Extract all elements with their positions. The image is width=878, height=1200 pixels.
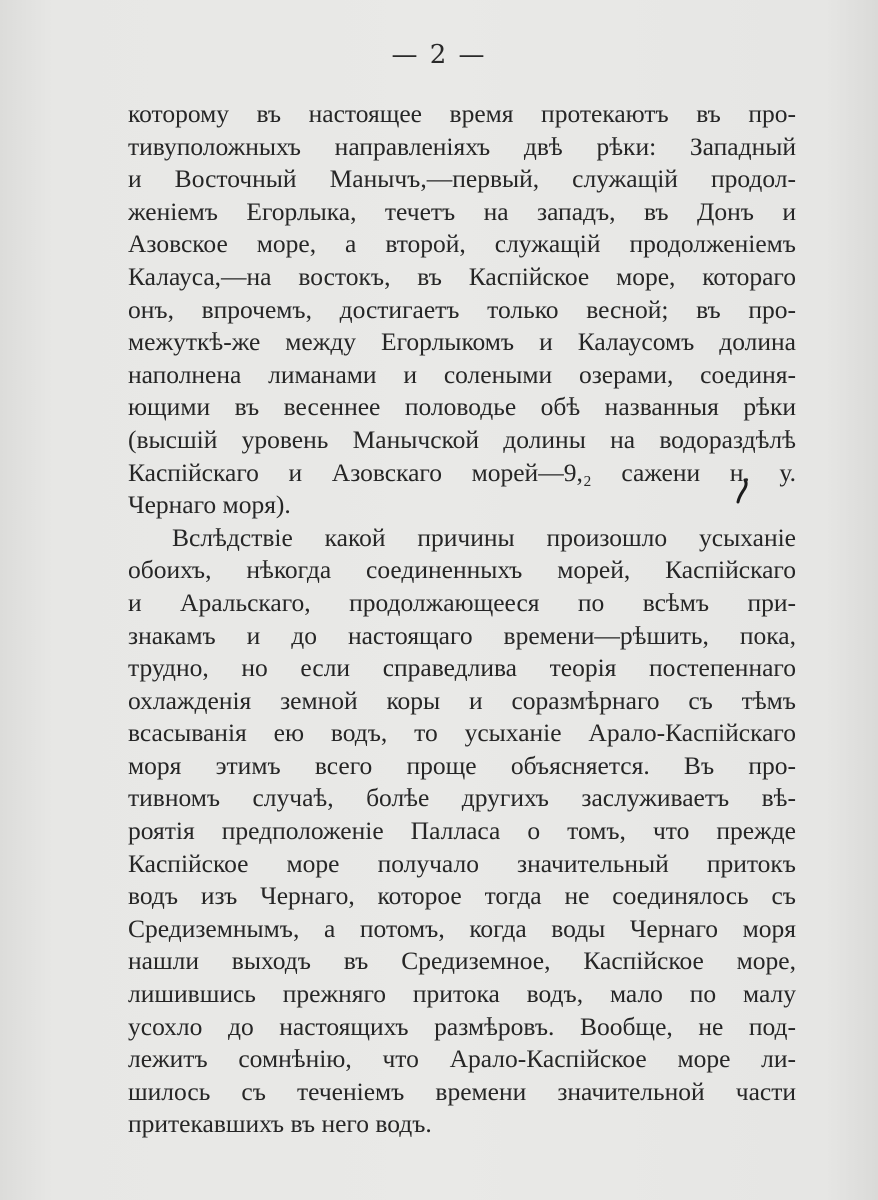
text-line: знакамъ и до настоящаго времени—рѣшить, пока, — [128, 620, 796, 650]
text-line: Каспійское море получало значительный притокъ — [128, 848, 796, 878]
text-line: которому въ настоящее время протекаютъ въ про- — [128, 99, 796, 128]
text-line: Вслѣдствіе какой причины произошло усыханіе — [172, 522, 796, 552]
text-line: притекавшихъ въ него водъ. — [128, 1109, 432, 1139]
text-line: водъ изъ Чернаго, которое тогда не соединялось съ — [128, 881, 796, 911]
text-line: (высшій уровень Манычской долины на водораздѣлѣ — [128, 424, 796, 454]
text-line: Азовское море, а второй, служащій продолженіемъ — [128, 229, 796, 259]
text-line: ющими въ весеннее половодье обѣ названныя рѣки — [128, 392, 796, 422]
text-line: роятія предположеніе Палласа о томъ, что прежде — [128, 816, 796, 846]
text-line: всасыванія ею водъ, то усыханіе Арало-Каспійскаго — [128, 718, 796, 748]
text-line: усохло до настоящихъ размѣровъ. Вообще, не под- — [128, 1011, 796, 1041]
page-number: — 2 — — [391, 40, 487, 70]
text-line: трудно, но если справедлива теорія постепеннаго — [128, 653, 796, 683]
text-line: моря этимъ всего проще объясняется. Въ про- — [128, 750, 796, 780]
text-line: охлажденія земной коры и соразмѣрнаго съ тѣмъ — [128, 685, 796, 715]
text-line: онъ, впрочемъ, достигаетъ только весной; въ про- — [128, 294, 796, 324]
text-line: Средиземнымъ, а потомъ, когда воды Чернаго моря — [128, 913, 796, 943]
text-line: нашли выходъ въ Средиземное, Каспійское море, — [128, 946, 796, 976]
text-line: и Аральскаго, продолжающееся по всѣмъ при- — [128, 587, 796, 617]
text-line: обоихъ, нѣкогда соединенныхъ морей, Каспійскаго — [128, 555, 796, 585]
text-line: шилось съ теченіемъ времени значительной части — [128, 1076, 796, 1106]
text-line: и Восточный Манычъ,—первый, служащій продол- — [128, 164, 796, 194]
text-line: наполнена лиманами и солеными озерами, соединя- — [128, 359, 796, 389]
text-line: тивномъ случаѣ, болѣе другихъ заслуживаетъ вѣ- — [128, 783, 796, 813]
text-line: Калауса,—на востокъ, въ Каспійское море, котораго — [128, 261, 796, 291]
text-line: тивуположныхъ направленіяхъ двѣ рѣки: Западный — [128, 131, 796, 161]
text-line: Чернаго моря). — [128, 490, 291, 520]
body-text — [128, 98, 796, 1141]
text-line: лежитъ сомнѣнію, что Арало-Каспійское море ли- — [128, 1044, 796, 1074]
text-line: межуткѣ-же между Егорлыкомъ и Калаусомъ долина — [128, 327, 796, 357]
text-line: женіемъ Егорлыка, течетъ на западъ, въ Донъ и — [128, 196, 796, 226]
paragraph-2 — [128, 522, 796, 1141]
text-line: лишившись прежняго притока водъ, мало по малу — [128, 979, 796, 1009]
paragraph-1 — [128, 98, 796, 522]
text-line: Каспійскаго и Азовскаго морей—9,₂ сажени н. у. — [128, 457, 796, 487]
